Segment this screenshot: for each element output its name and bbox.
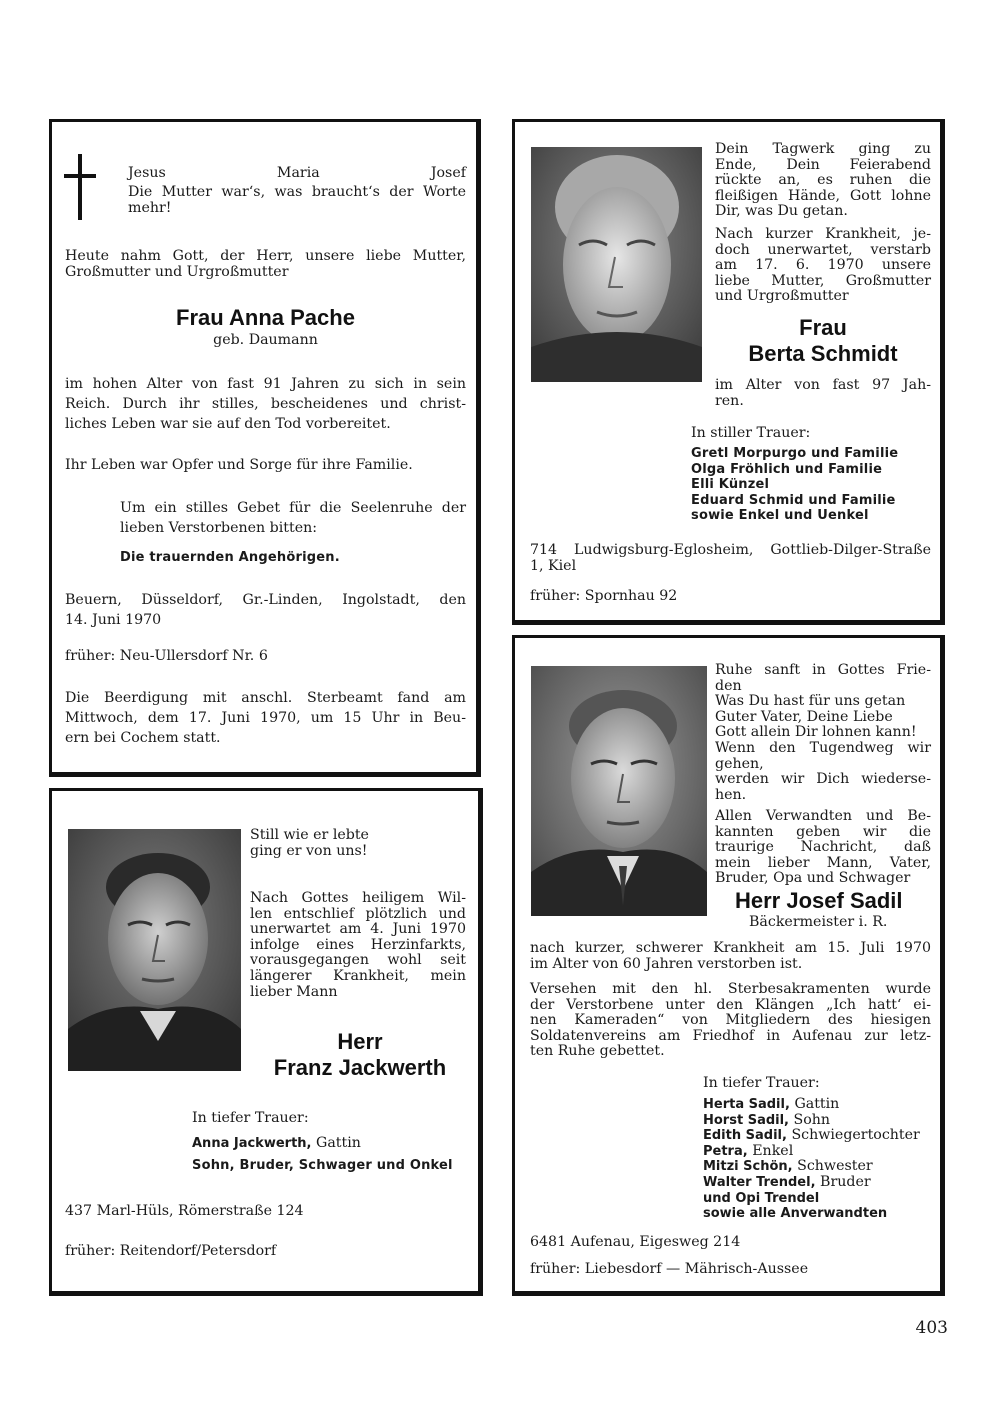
mourner-1: Anna Jackwerth, Gattin (192, 1135, 361, 1151)
address: 437 Marl-Hüls, Römerstraße 124 (65, 1203, 304, 1219)
page-number: 403 (915, 1318, 948, 1338)
verse: Dein Tagwerk ging zu Ende, Dein Feierabend rückte an, es ruhen die fleißigen Hände, Gott lohne Dir, was Du getan. (715, 141, 931, 220)
intro-text: Heute nahm Gott, der Herr, unsere liebe Mutter, Großmutter und Urgroßmutter (65, 248, 466, 280)
former-residence: früher: Neu-Ullersdorf Nr. 6 (65, 648, 268, 664)
cross-icon (64, 154, 96, 220)
deceased-name: Herr Josef Sadil (735, 888, 903, 913)
death-text: Nach Gottes heiligem Wil- len entschlief plötzlich und unerwartet am 4. Juni 1970 infolge eines Herzinfarkts, vorausgegangen wohl seit längerer Krankheit, mein lieber Mann (250, 890, 466, 1000)
mourner: Walter Trendel, Bruder (703, 1173, 871, 1190)
family-text: Ihr Leben war Opfer und Sorge für ihre Familie. (65, 457, 413, 473)
mourner: Edith Sadil, Schwiegertochter (703, 1127, 920, 1144)
former-residence: früher: Spornhau 92 (530, 588, 678, 604)
mourning-label: In tiefer Trauer: (703, 1075, 820, 1091)
mourner: und Opi Trendel (703, 1190, 820, 1206)
mourner: Mitzi Schön, Schwester (703, 1158, 873, 1175)
mourner: Petra, Enkel (703, 1142, 794, 1159)
death-text: nach kurzer, schwerer Krankheit am 15. Juli 1970 im Alter von 60 Jahren verstorben ist. (530, 940, 931, 972)
deceased-name: Berta Schmidt (748, 341, 898, 366)
invocation-josef: Josef (430, 165, 466, 181)
mourning-label: In tiefer Trauer: (192, 1110, 309, 1126)
portrait-franz-jackwerth (68, 829, 241, 1071)
quote: Die Mutter war‘s, was braucht‘s der Worte mehr! (128, 184, 466, 216)
invocation-maria: Maria (276, 165, 320, 181)
deceased-name: Franz Jackwerth (273, 1055, 447, 1080)
deceased-title: Herr (337, 1029, 383, 1054)
obituary-josef-sadil (512, 635, 945, 1296)
intro-text: Allen Verwandten und Be- kannten geben wir die traurige Nachricht, daß mein lieber Mann, Vater, Bruder, Opa und Schwager (715, 808, 931, 887)
address: 714 Ludwigsburg-Eglosheim, Gottlieb-Dilger-Straße 1, Kiel (530, 542, 931, 574)
mourner: Herta Sadil, Gattin (703, 1096, 840, 1112)
profession: Bäckermeister i. R. (749, 914, 888, 930)
former-residence: früher: Reitendorf/Petersdorf (65, 1243, 277, 1259)
intro-text: Nach kurzer Krankheit, je- doch unerwartet, verstarb am 17. 6. 1970 unsere liebe Mutter, Großmutter und Urgroßmutter (715, 226, 931, 305)
mourner-2: Sohn, Bruder, Schwager und Onkel (192, 1158, 453, 1173)
deceased-title: Frau (799, 315, 847, 340)
obituary-franz-jackwerth (49, 788, 483, 1296)
signature: Die trauernden Angehörigen. (120, 550, 340, 565)
invocation (128, 166, 466, 182)
deceased-name: Frau Anna Pache (176, 305, 355, 330)
mourning-label: In stiller Trauer: (691, 425, 811, 441)
invocation-jesus: Jesus (128, 165, 166, 181)
life-text: im hohen Alter von fast 91 Jahren zu sich in sein Reich. Durch ihr stilles, bescheidenes und christ- liches Leben war sie auf den Tod vorbereitet. (65, 376, 466, 432)
places-date: Beuern, Düsseldorf, Gr.-Linden, Ingolstadt, den 14. Juni 1970 (65, 592, 466, 628)
portrait-image (531, 666, 707, 916)
portrait-image (68, 829, 241, 1071)
obituary-anna-pache (49, 119, 481, 777)
verse: Ruhe sanft in Gottes Frie- den Was Du hast für uns getan Guter Vater, Deine Liebe Gott allein Dir lohnen kann! Wenn den Tugendweg wir gehen, werden wir Dich wiederse- hen. (715, 662, 931, 803)
prayer-request: Um ein stilles Gebet für die Seelenruhe der lieben Verstorbenen bitten: (120, 500, 466, 536)
mourner: Horst Sadil, Sohn (703, 1111, 831, 1128)
birth-name: geb. Daumann (213, 332, 318, 348)
mourners-list (703, 1097, 920, 1222)
verse: Still wie er lebte ging er von uns! (250, 827, 369, 859)
address: 6481 Aufenau, Eigesweg 214 (530, 1234, 741, 1250)
portrait-image (531, 147, 702, 382)
portrait-berta-schmidt (531, 147, 702, 382)
obituary-berta-schmidt (512, 119, 945, 625)
mourners-list: Gretl Morpurgo und Familie Olga Fröhlich und Familie Elli Künzel Eduard Schmid und Familie sowie Enkel und Uenkel (691, 446, 899, 523)
funeral-text: Die Beerdigung mit anschl. Sterbeamt fand am Mittwoch, dem 17. Juni 1970, um 15 Uhr in Beu- ern bei Cochem statt. (65, 690, 466, 746)
former-residence: früher: Liebesdorf — Mährisch-Aussee (530, 1261, 809, 1277)
age-text: im Alter von fast 97 Jah- ren. (715, 377, 931, 409)
funeral-text: Versehen mit den hl. Sterbesakramenten wurde der Verstorbene unter den Klängen „Ich hatt‘ ei- nen Kameraden“ von Mitgliedern des hiesigen Soldatenvereins am Friedhof in Aufenau zur letz- ten Ruhe gebettet. (530, 981, 931, 1060)
portrait-josef-sadil (531, 666, 707, 916)
mourner: sowie alle Anverwandten (703, 1206, 888, 1222)
